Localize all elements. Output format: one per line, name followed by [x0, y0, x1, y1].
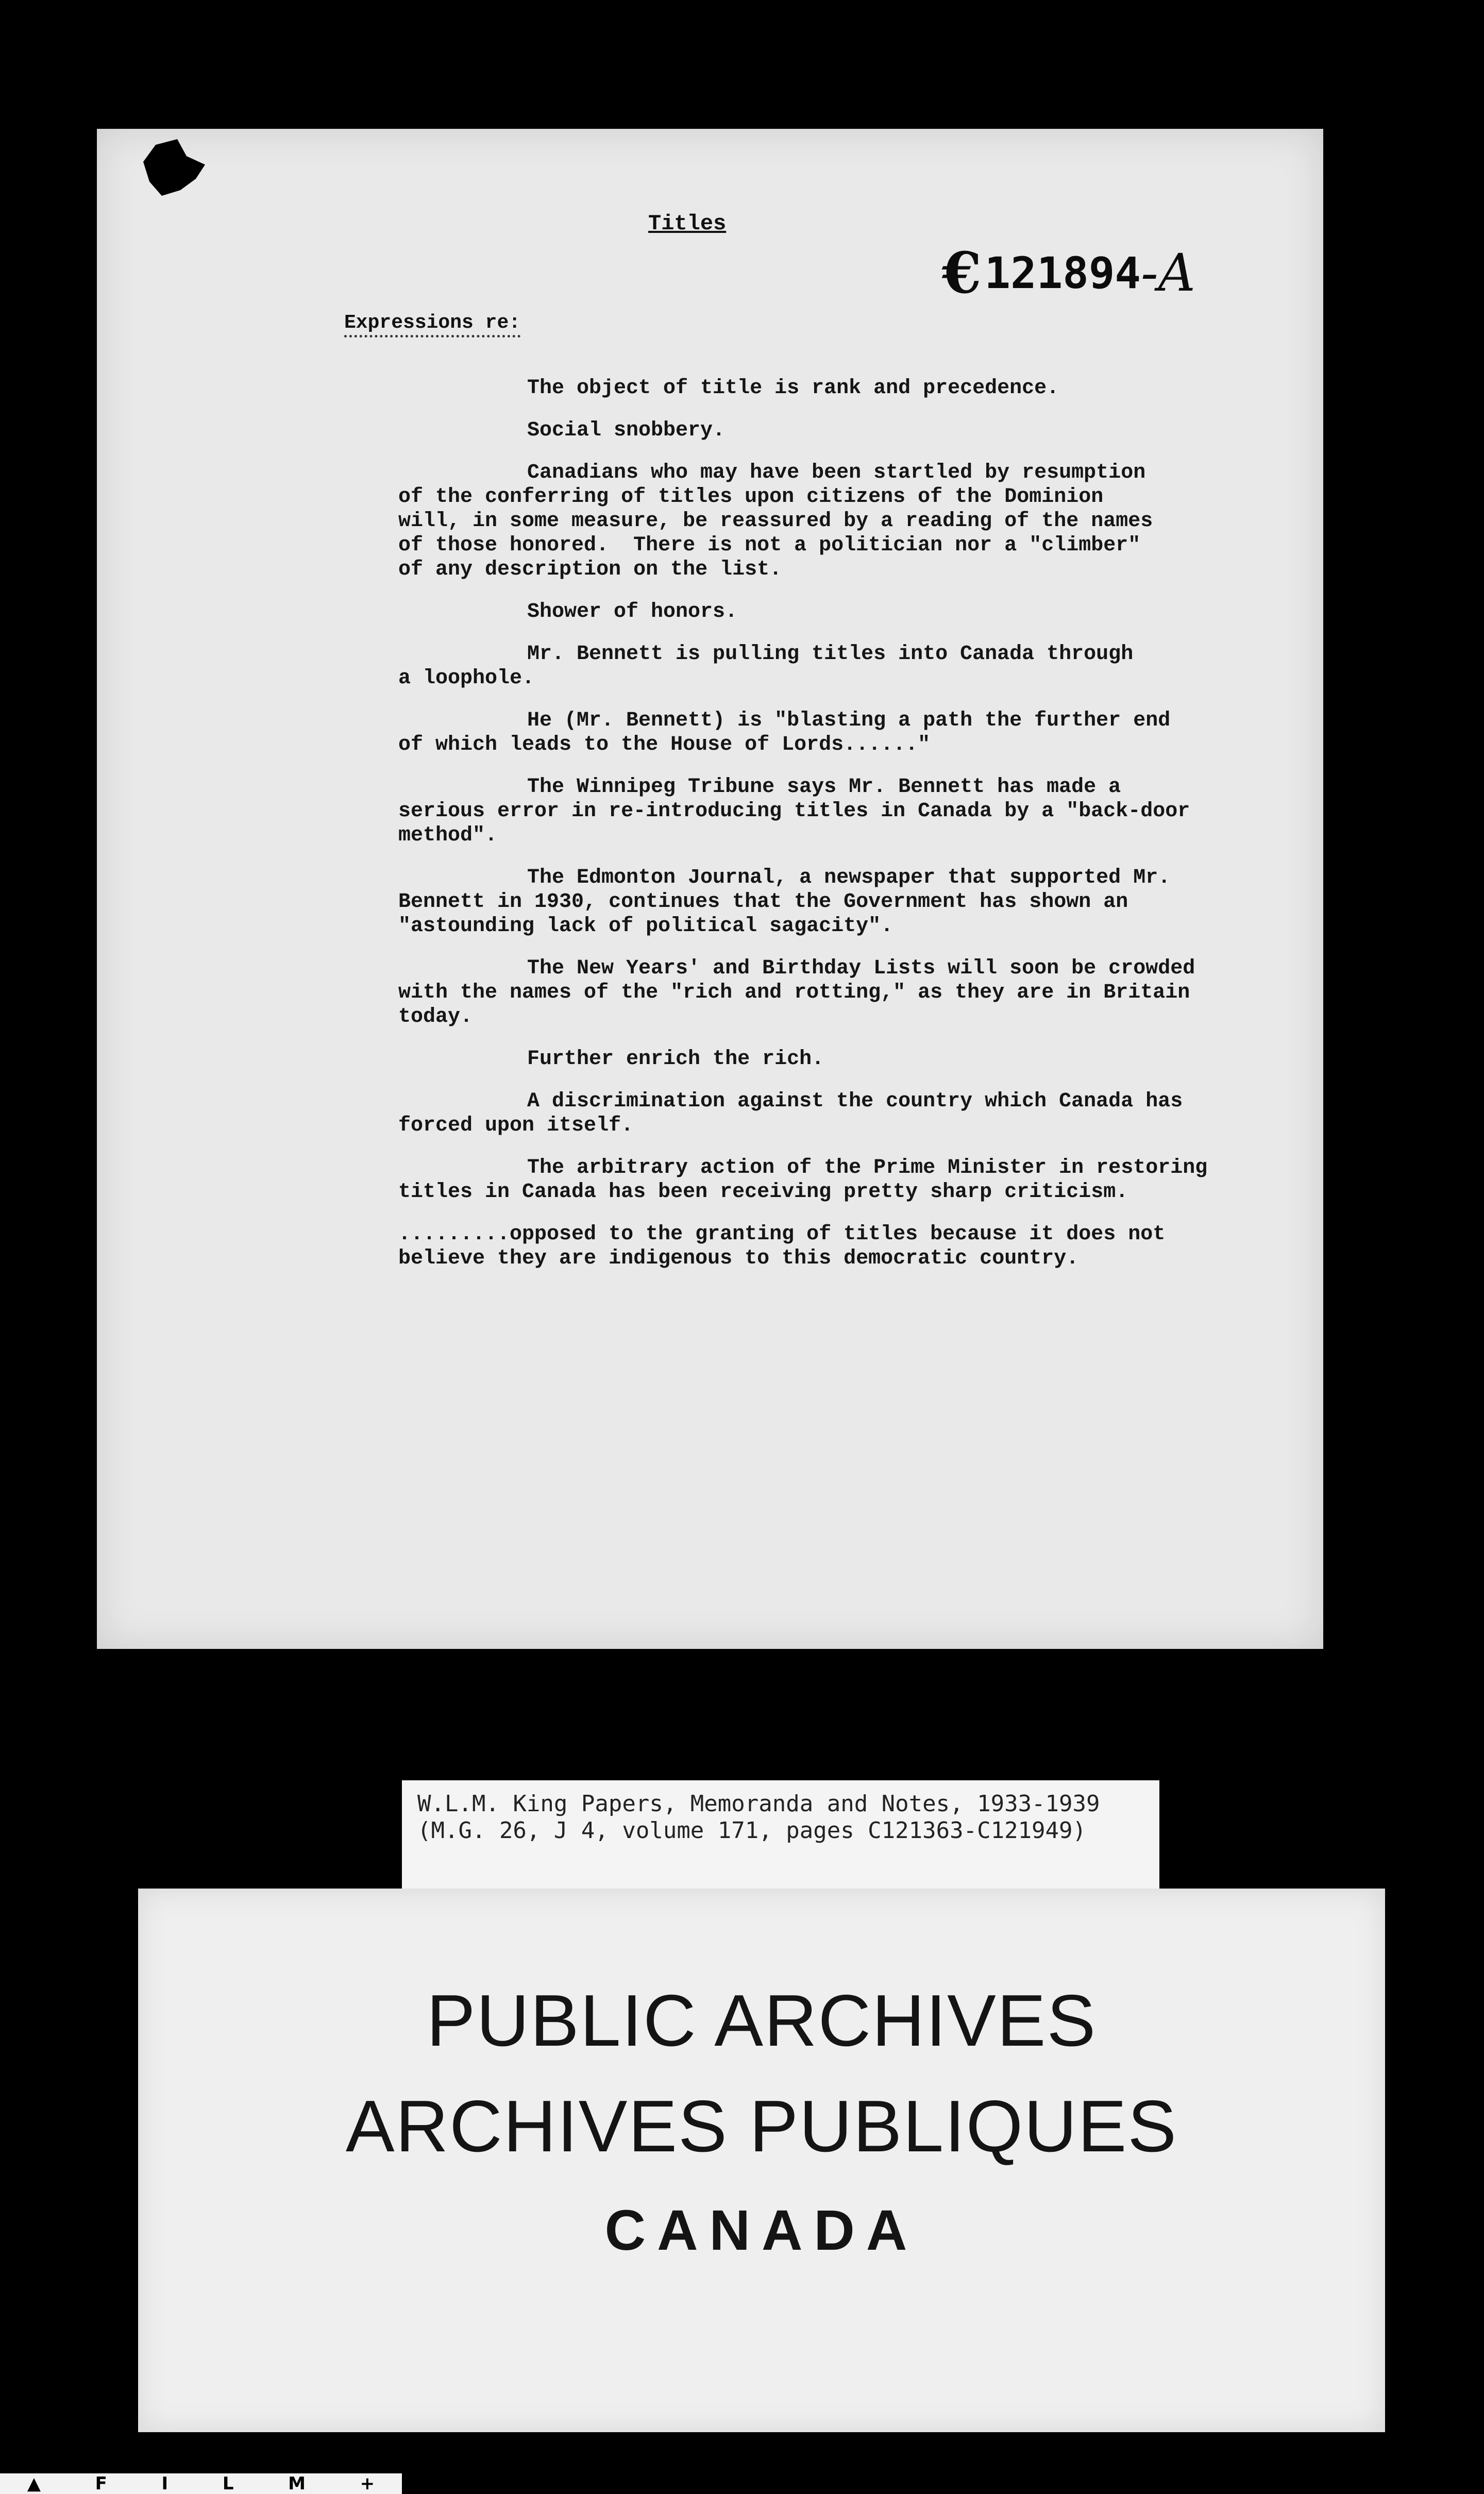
- archives-line-english: PUBLIC ARCHIVES: [426, 1980, 1097, 2062]
- paragraph-first-line: The arbitrary action of the Prime Minister in restoring: [527, 1156, 1208, 1179]
- paragraph-first-line: The New Years' and Birthday Lists will soon be crowded: [527, 957, 1195, 980]
- paragraph-rest: a loophole.: [398, 667, 535, 690]
- paragraph-first-line: Further enrich the rich.: [527, 1048, 824, 1071]
- paragraph: [398, 1222, 1326, 1271]
- paragraph: [398, 866, 1326, 938]
- paragraph: [398, 775, 1326, 848]
- collection-label-line-2: (M.G. 26, J 4, volume 171, pages C121363-C121949): [417, 1817, 1087, 1844]
- film-mark: ▲: [27, 2473, 41, 2494]
- paragraph-first-line: A discrimination against the country which Canada has: [527, 1090, 1183, 1113]
- section-heading: Expressions re:: [344, 312, 520, 338]
- paragraph-first-line: The object of title is rank and precedence.: [527, 377, 1059, 400]
- collection-label: [402, 1780, 1159, 1889]
- film-mark: L: [222, 2473, 234, 2494]
- paragraph: [398, 642, 1326, 690]
- paragraph-rest: with the names of the "rich and rotting," as they are in Britain today.: [398, 981, 1190, 1029]
- paragraph-first-line: Canadians who may have been startled by resumption: [527, 461, 1146, 484]
- archive-stamp: [942, 240, 1195, 306]
- stamp-suffix: -A: [1140, 243, 1195, 303]
- paragraph-first-line: Shower of honors.: [527, 600, 738, 624]
- paragraph-rest: forced upon itself.: [398, 1114, 634, 1137]
- paragraph: [398, 956, 1326, 1029]
- paragraph-rest: of which leads to the House of Lords......": [398, 733, 931, 756]
- paragraph: [398, 376, 1326, 400]
- paragraph: [398, 461, 1326, 582]
- film-mark: F: [95, 2473, 107, 2494]
- film-mark: +: [360, 2473, 375, 2494]
- archives-line-country: CANADA: [604, 2199, 919, 2262]
- paragraph-first-line: Social snobbery.: [527, 419, 726, 442]
- paragraph-first-line: The Winnipeg Tribune says Mr. Bennett has made a: [527, 776, 1121, 799]
- paragraph: [398, 418, 1326, 443]
- paragraph-first-line: Mr. Bennett is pulling titles into Canada through: [527, 643, 1134, 666]
- paragraph-first-line: He (Mr. Bennett) is "blasting a path the further end: [527, 709, 1171, 732]
- paragraph-rest: serious error in re-introducing titles in Canada by a "back-door method".: [398, 800, 1190, 847]
- paragraph: [398, 1047, 1326, 1071]
- stamp-c-icon: €: [942, 240, 982, 306]
- paragraph-rest: of the conferring of titles upon citizens of the Dominion will, in some measure, be reassured by a reading of the names of those honored. There is not a politician nor a "climber" of any description on the list.: [398, 485, 1153, 581]
- film-mark: M: [288, 2473, 306, 2494]
- stamp-number: 121894: [984, 247, 1141, 298]
- paragraph: [398, 1089, 1326, 1138]
- film-marker-strip: [0, 2473, 402, 2494]
- paragraph-rest: titles in Canada has been receiving pretty sharp criticism.: [398, 1181, 1128, 1204]
- paragraph: [398, 1156, 1326, 1204]
- paragraph: [398, 709, 1326, 757]
- film-mark: I: [161, 2473, 168, 2494]
- document-title: Titles: [648, 211, 727, 236]
- archives-card: [138, 1889, 1385, 2432]
- document-body: [398, 376, 1326, 1289]
- paragraph-rest: Bennett in 1930, continues that the Government has shown an "astounding lack of political sagacity".: [398, 890, 1128, 938]
- archives-line-french: ARCHIVES PUBLIQUES: [345, 2085, 1178, 2167]
- paragraph-first-line: The Edmonton Journal, a newspaper that supported Mr.: [527, 866, 1171, 889]
- paragraph-rest: .........opposed to the granting of titles because it does not believe they are indigenous to this democratic country.: [398, 1223, 1166, 1270]
- torn-corner-mark: [143, 139, 205, 196]
- paragraph: [398, 600, 1326, 624]
- collection-label-line-1: W.L.M. King Papers, Memoranda and Notes, 1933-1939: [417, 1791, 1100, 1817]
- document-page: [97, 129, 1323, 1649]
